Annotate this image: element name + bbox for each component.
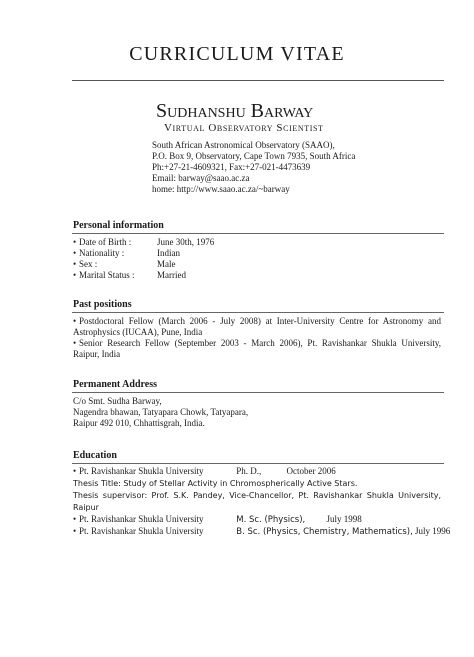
item-value: June 30th, 1976 bbox=[157, 237, 215, 247]
contact-line: Ph:+27-21-4609321, Fax:+27-021-4473639 bbox=[152, 162, 311, 172]
list-item: • Postdoctoral Fellow (March 2006 - July 2008) at Inter-University Centre for Astronomy and Astrophysics (IUCAA), Pune, India bbox=[73, 316, 441, 337]
address-line: Nagendra bhawan, Tatyapara Chowk, Tatyapara, bbox=[73, 407, 249, 417]
section-divider bbox=[72, 312, 444, 313]
list-item: • Pt. Ravishankar Shukla University M. Sc. (Physics), July 1998 bbox=[73, 514, 362, 525]
edu-university: Pt. Ravishankar Shukla University bbox=[79, 526, 204, 536]
candidate-name-text: Sudhanshu Barway bbox=[156, 100, 314, 122]
item-value: Married bbox=[157, 270, 186, 280]
list-item: • Nationality : Indian bbox=[73, 248, 180, 258]
edu-degree: Ph. D., bbox=[236, 466, 262, 476]
item-value: Indian bbox=[157, 248, 180, 258]
address-block bbox=[73, 396, 441, 429]
section-heading-education: Education bbox=[73, 450, 117, 461]
edu-university: Pt. Ravishankar Shukla University bbox=[79, 466, 204, 476]
thesis-supervisor: Thesis supervisor: Prof. S.K. Pandey, Vice-Chancellor, Pt. Ravishankar Shukla University, Raipur bbox=[73, 491, 441, 512]
contact-homepage[interactable]: home: http://www.saao.ac.za/~barway bbox=[152, 184, 290, 194]
item-label: Sex : bbox=[79, 259, 98, 269]
list-item: • Sex : Male bbox=[73, 259, 176, 269]
edu-date: July 1996 bbox=[415, 526, 451, 536]
section-heading-personal: Personal information bbox=[73, 220, 164, 231]
position-text: Senior Research Fellow (September 2003 - March 2006), Pt. Ravishankar Shukla University, Raipur, India bbox=[73, 338, 441, 359]
contact-line: South African Astronomical Observatory (SAAO), bbox=[152, 140, 335, 150]
candidate-name bbox=[156, 100, 313, 123]
personal-info-list bbox=[73, 237, 441, 281]
item-label: Date of Birth : bbox=[79, 237, 132, 247]
document-title: CURRICULUM VITAE bbox=[129, 43, 345, 65]
edu-degree: B. Sc. (Physics, Chemistry, Mathematics), bbox=[236, 527, 413, 537]
contact-line: P.O. Box 9, Observatory, Cape Town 7935, South Africa bbox=[152, 151, 356, 161]
edu-date: October 2006 bbox=[286, 466, 336, 476]
edu-date: July 1998 bbox=[326, 514, 362, 524]
edu-degree: M. Sc. (Physics), bbox=[236, 515, 306, 525]
address-line: C/o Smt. Sudha Barway, bbox=[73, 396, 162, 406]
position-text: Postdoctoral Fellow (March 2006 - July 2008) at Inter-University Centre for Astronomy and Astrophysics (IUCAA), Pune, India bbox=[73, 316, 441, 337]
candidate-role: Virtual Observatory Scientist bbox=[164, 122, 324, 134]
edu-university: Pt. Ravishankar Shukla University bbox=[79, 514, 204, 524]
section-divider bbox=[72, 392, 444, 393]
list-item: • Date of Birth : June 30th, 1976 bbox=[73, 237, 215, 247]
thesis-title: Thesis Title: Study of Stellar Activity in Chromospherically Active Stars. bbox=[73, 479, 358, 488]
contact-email[interactable]: Email: barway@saao.ac.za bbox=[152, 173, 250, 183]
contact-block bbox=[152, 140, 452, 195]
item-label: Marital Status : bbox=[79, 270, 135, 280]
item-label: Nationality : bbox=[79, 248, 125, 258]
education-list bbox=[73, 466, 451, 538]
title-divider bbox=[72, 80, 444, 81]
list-item: • Pt. Ravishankar Shukla University B. Sc. (Physics, Chemistry, Mathematics), July 1996 bbox=[73, 526, 451, 537]
list-item: • Senior Research Fellow (September 2003 - March 2006), Pt. Ravishankar Shukla University, Raipur, India bbox=[73, 338, 441, 359]
section-divider bbox=[72, 233, 444, 234]
section-heading-positions: Past positions bbox=[73, 299, 132, 310]
list-item: • Marital Status : Married bbox=[73, 270, 186, 280]
item-value: Male bbox=[157, 259, 176, 269]
address-line: Raipur 492 010, Chhattisgrah, India. bbox=[73, 418, 205, 428]
section-divider bbox=[72, 463, 444, 464]
positions-list bbox=[73, 316, 441, 360]
section-heading-address: Permanent Address bbox=[73, 379, 157, 390]
list-item: • Pt. Ravishankar Shukla University Ph. D., October 2006 bbox=[73, 466, 336, 476]
